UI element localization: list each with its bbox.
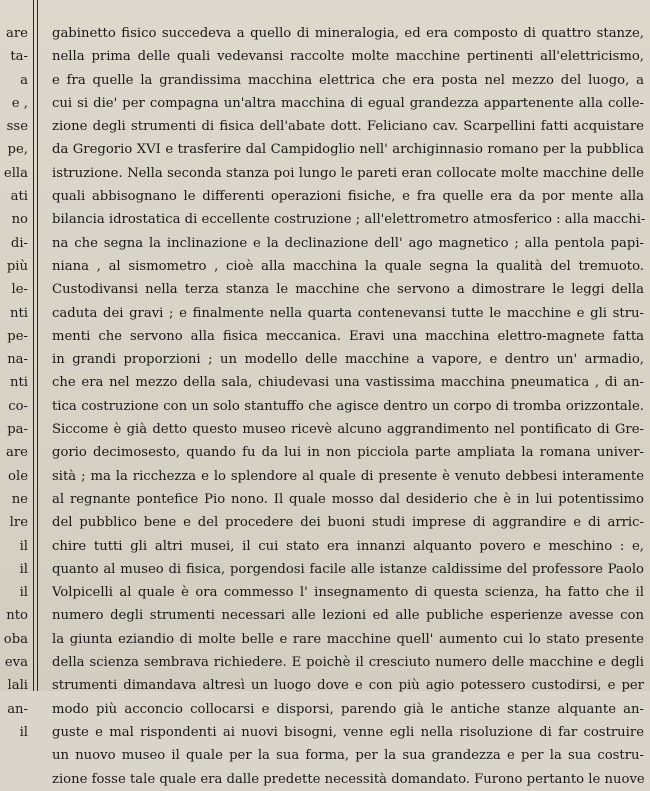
- left-fragment: nto: [6, 608, 28, 624]
- text-line: zione degli strumenti di fisica dell'abate dott. Feliciano cav. Scarpellini fatti acquistare: [52, 119, 644, 135]
- main-text-column: [52, 22, 644, 791]
- left-fragment: il: [19, 585, 28, 601]
- text-line: che era nel mezzo della sala, chiudevasi una vastissima macchina pneumatica , di an-: [52, 375, 644, 391]
- text-line: istruzione. Nella seconda stanza poi lungo le pareti eran collocate molte macchine delle: [52, 165, 644, 181]
- text-line: na che segna la inclinazione e la declinazione dell' ago magnetico ; alla pentola papi-: [52, 235, 644, 251]
- text-line: in grandi proporzioni ; un modello delle macchine a vapore, e dentro un' armadio,: [52, 352, 644, 368]
- left-fragment: sse: [6, 119, 28, 135]
- left-fragment: na-: [7, 352, 28, 368]
- left-fragment: il: [19, 538, 28, 554]
- text-line: Siccome è già detto questo museo ricevè alcuno aggrandimento nel pontificato di Gre-: [52, 422, 644, 438]
- text-line: un nuovo museo il quale per la sua forma, per la sua grandezza e per la sua costru-: [52, 748, 644, 764]
- text-line: al regnante pontefice Pio nono. Il quale mosso dal desiderio che è in lui potentissimo: [52, 491, 644, 507]
- left-fragment: il: [19, 561, 28, 577]
- left-fragment: ole: [8, 468, 28, 484]
- text-line: modo più acconcio collocarsi e disporsi, parendo già le antiche stanze alquante an-: [52, 701, 644, 717]
- text-line: numero degli strumenti necessari alle lezioni ed alle publiche esperienze avesse con: [52, 608, 644, 624]
- text-line: chire tutti gli altri musei, il cui stato era innanzi alquanto povero e meschino : e,: [52, 538, 644, 554]
- left-fragment: e ,: [11, 95, 28, 111]
- left-fragment: oba: [3, 631, 28, 647]
- text-line: sità ; ma la ricchezza e lo splendore al quale di presente è venuto debbesi interamente: [52, 468, 644, 484]
- text-line: bilancia idrostatica di eccellente costruzione ; all'elettrometro atmosferico : alla macchi-: [52, 212, 646, 228]
- rule-line-outer: [33, 0, 34, 691]
- left-fragment: co-: [8, 398, 28, 414]
- left-fragment: ne: [11, 491, 28, 507]
- left-fragment: an-: [7, 701, 28, 717]
- text-line: cui si die' per compagna un'altra macchina di egual grandezza appartenente alla colle-: [52, 95, 644, 111]
- left-fragment: a: [20, 72, 28, 88]
- left-fragment: il: [19, 724, 28, 740]
- left-fragment: are: [6, 26, 28, 41]
- text-line: gabinetto fisico succedeva a quello di mineralogia, ed era composto di quattro stanze,: [52, 26, 644, 41]
- text-line: da Gregorio XVI e trasferire dal Campidoglio nell' archiginnasio romano per la pubblica: [52, 142, 644, 158]
- text-line: Custodivansi nella terza stanza le macchine che servono a dimostrare le leggi della: [52, 282, 644, 298]
- left-fragment: più: [6, 258, 28, 274]
- left-fragment: ta-: [10, 49, 28, 65]
- left-fragment: ella: [3, 165, 28, 181]
- text-line: tica costruzione con un solo stantuffo che agisce dentro un corpo di tromba orizzontale.: [52, 398, 644, 414]
- left-fragment: pe-: [7, 328, 28, 344]
- text-line: strumenti dimandava altresì un luogo dove e con più agio potessero custodirsi, e per: [52, 678, 644, 694]
- left-fragment: are: [6, 445, 28, 461]
- text-line: della scienza sembrava richiedere. E poichè il cresciuto numero delle macchine e degli: [52, 655, 644, 671]
- text-line: nella prima delle quali vedevansi raccolte molte macchine pertinenti all'elettricismo,: [52, 49, 644, 65]
- text-line: e fra quelle la grandissima macchina elettrica che era posta nel mezzo del luogo, a: [52, 72, 644, 88]
- text-line: del pubblico bene e del procedere dei buoni studi imprese di aggrandire e di arric-: [52, 515, 644, 531]
- text-line: Volpicelli al quale è ora commesso l' insegnamento di questa scienza, ha fatto che il: [52, 585, 644, 601]
- text-line: niana , al sismometro , cioè alla macchina la quale segna la qualità del tremuoto.: [52, 258, 644, 274]
- text-line: la giunta eziandio di molte belle e rare macchine quell' aumento cui lo stato presente: [52, 631, 644, 647]
- left-fragment: ati: [10, 189, 28, 205]
- text-line: zione fosse tale quale era dalle predette necessità domandato. Furono pertanto le nuove: [52, 771, 645, 787]
- text-line: quali abbisognano le differenti operazioni fisiche, e fra quelle era da por mente alla: [52, 189, 644, 205]
- left-fragment: le-: [11, 282, 28, 298]
- left-fragment: lali: [7, 678, 28, 694]
- left-fragment: nti: [9, 305, 28, 321]
- rule-line-inner: [37, 0, 38, 691]
- left-fragment: di-: [10, 235, 28, 251]
- text-line: gorio decimosesto, quando fu da lui in non picciola parte ampliata la romana univer-: [52, 445, 644, 461]
- left-fragment: lre: [9, 515, 28, 531]
- text-line: caduta dei gravi ; e finalmente nella quarta contenevansi tutte le macchine e gli stru-: [52, 305, 644, 321]
- text-line: guste e mal rispondenti ai nuovi bisogni, venne egli nella risoluzione di far costruire: [52, 724, 644, 740]
- left-page-edge-fragments: [0, 22, 28, 744]
- left-fragment: pa-: [7, 422, 28, 438]
- left-fragment: no: [11, 212, 28, 228]
- left-fragment: nti: [9, 375, 28, 391]
- column-double-rule: [31, 0, 43, 691]
- text-line: menti che servono alla fisica meccanica. Eravi una macchina elettro-magnete fatta: [52, 328, 644, 344]
- left-fragment: pe,: [7, 142, 28, 158]
- left-fragment: eva: [4, 655, 28, 671]
- text-line: quanto al museo di fisica, porgendosi facile alle istanze caldissime del professore Paolo: [52, 561, 644, 577]
